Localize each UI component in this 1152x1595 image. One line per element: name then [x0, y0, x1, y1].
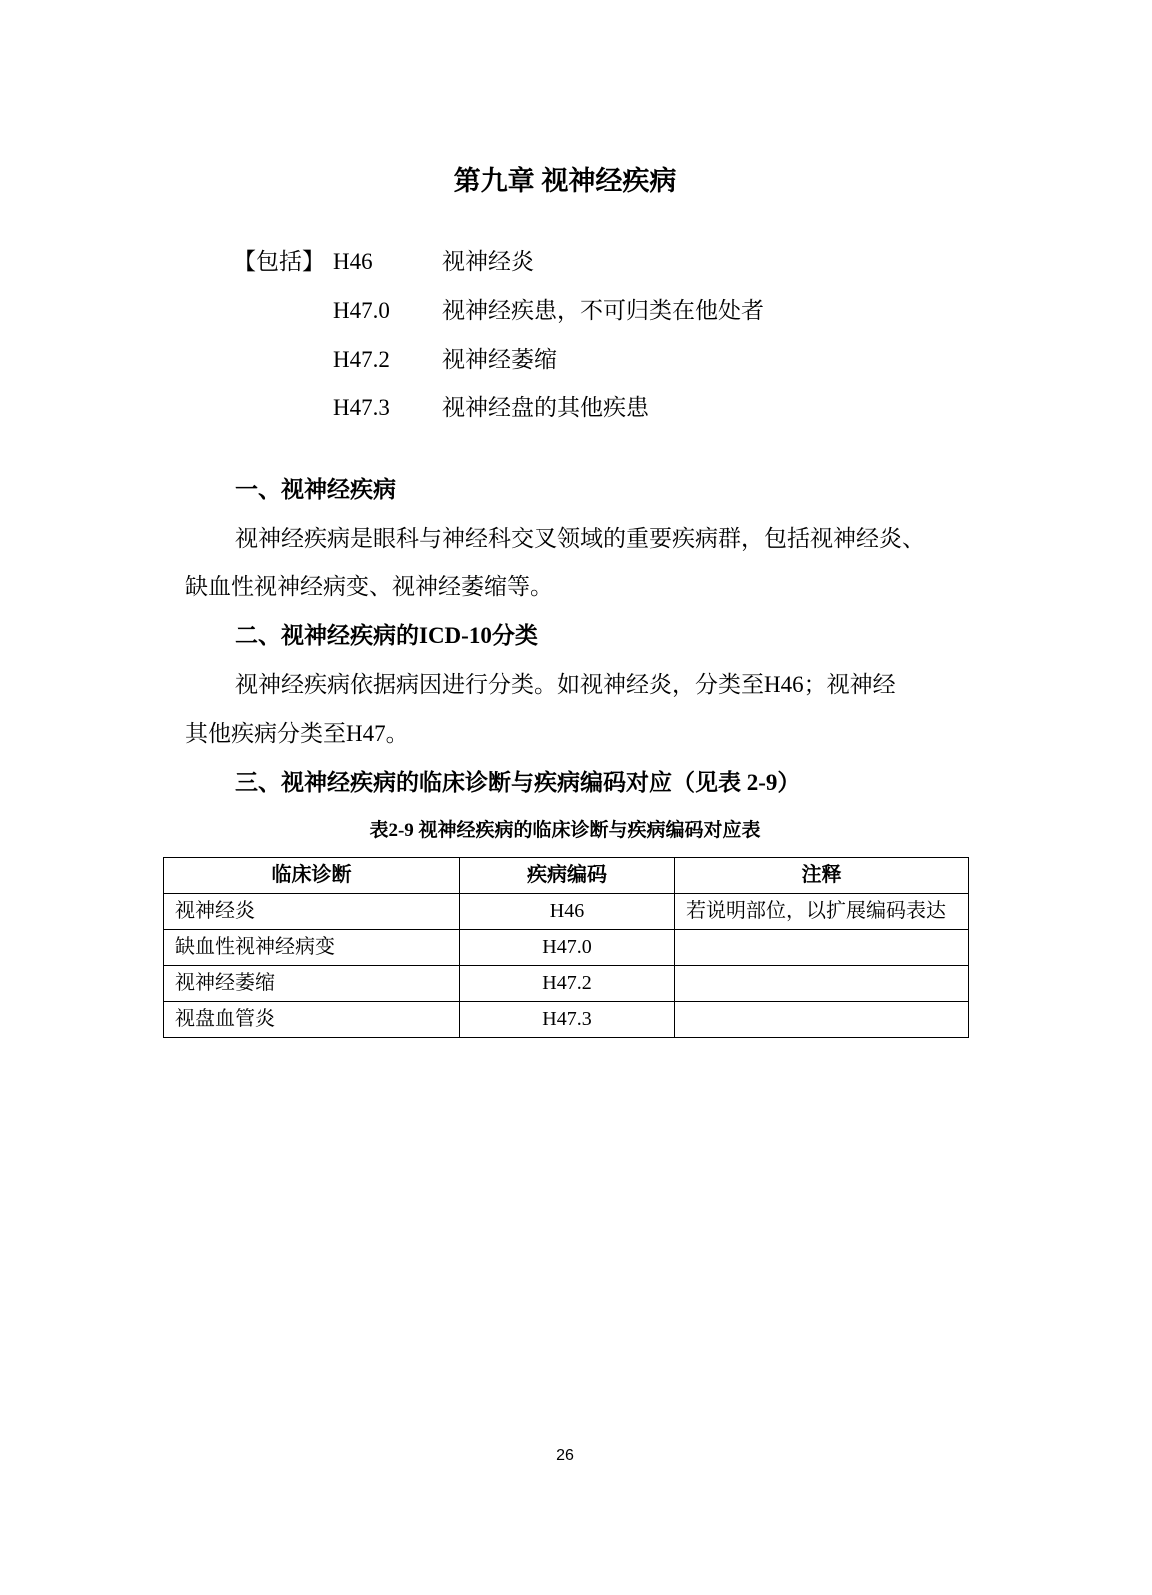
table-row: [164, 1002, 969, 1038]
chapter-title: 第九章 视神经疾病: [453, 166, 677, 196]
table-header-cell: 临床诊断: [164, 858, 460, 894]
section-heading: 二、视神经疾病的ICD-10分类: [235, 623, 538, 648]
diagnosis-cell: 视盘血管炎: [164, 1002, 460, 1038]
page-number: 26: [556, 1447, 574, 1464]
table-header-cell: 疾病编码: [460, 858, 675, 894]
include-name: 视神经萎缩: [442, 347, 557, 372]
code-cell: H47.3: [460, 1002, 675, 1038]
diagnosis-cell: 视神经炎: [164, 894, 460, 930]
table-row: [164, 966, 969, 1002]
include-row: [0, 392, 1152, 424]
include-row: [0, 295, 1152, 327]
table-header-cell: 注释: [675, 858, 969, 894]
paragraph-line: 视神经疾病依据病因进行分类。如视神经炎，分类至H46；视神经: [235, 672, 896, 697]
include-name: 视神经炎: [442, 249, 534, 274]
table-row: [164, 930, 969, 966]
diagnosis-code-table: [163, 857, 969, 1038]
include-code: H47.0: [333, 298, 390, 323]
paragraph-line: 其他疾病分类至H47。: [185, 721, 409, 746]
paragraph-line: 缺血性视神经病变、视神经萎缩等。: [185, 574, 553, 599]
include-row: [0, 344, 1152, 376]
section-heading: 一、视神经疾病: [235, 477, 396, 502]
paragraph-line: 视神经疾病是眼科与神经科交叉领域的重要疾病群，包括视神经炎、: [235, 526, 925, 551]
note-cell: [675, 1002, 969, 1038]
note-cell: [675, 930, 969, 966]
note-cell: 若说明部位，以扩展编码表达: [675, 894, 969, 930]
include-name: 视神经疾患，不可归类在他处者: [442, 298, 764, 323]
include-code: H47.2: [333, 347, 390, 372]
table-header-row: [164, 858, 969, 894]
note-cell: [675, 966, 969, 1002]
include-code: H46: [333, 249, 373, 274]
include-row: [0, 246, 1152, 278]
code-cell: H47.0: [460, 930, 675, 966]
code-cell: H47.2: [460, 966, 675, 1002]
include-name: 视神经盘的其他疾患: [442, 395, 649, 420]
include-label: 【包括】: [233, 249, 325, 274]
section-heading: 三、视神经疾病的临床诊断与疾病编码对应（见表 2-9）: [235, 770, 801, 795]
table-caption: 表2-9 视神经疾病的临床诊断与疾病编码对应表: [369, 820, 761, 841]
code-cell: H46: [460, 894, 675, 930]
table-row: [164, 894, 969, 930]
diagnosis-cell: 缺血性视神经病变: [164, 930, 460, 966]
include-code: H47.3: [333, 395, 390, 420]
diagnosis-cell: 视神经萎缩: [164, 966, 460, 1002]
